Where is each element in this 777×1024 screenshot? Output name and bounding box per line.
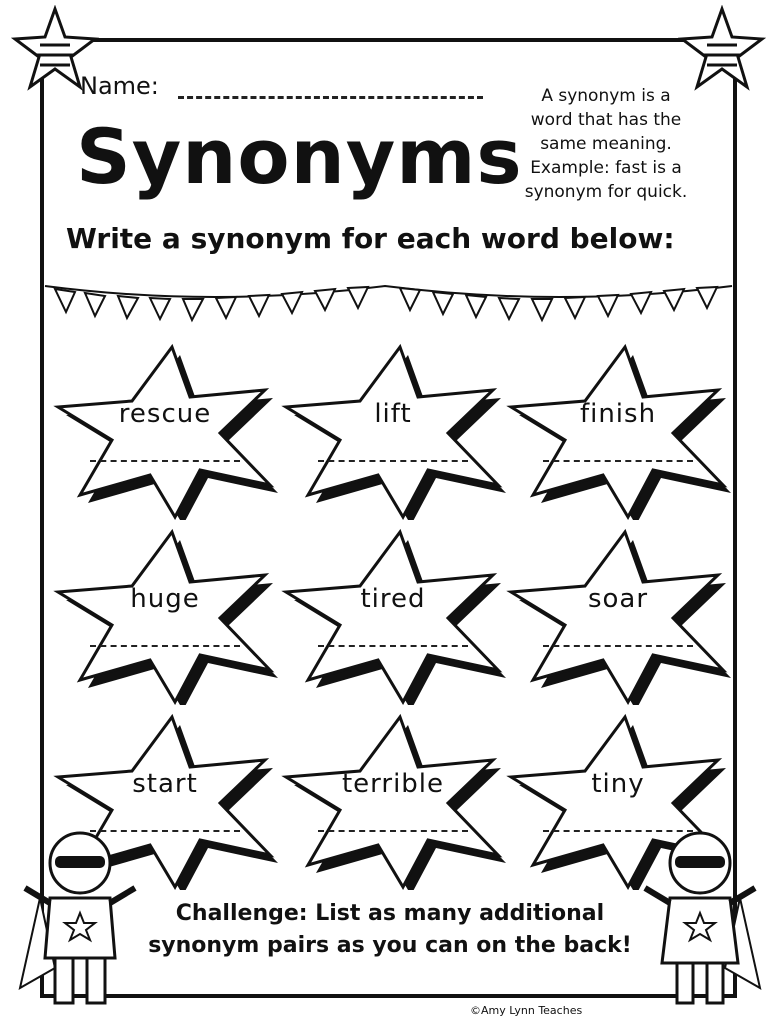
- vocab-word: finish: [579, 399, 657, 429]
- word-star: [503, 335, 733, 520]
- answer-line[interactable]: [90, 645, 240, 647]
- answer-line[interactable]: [318, 460, 468, 462]
- superhero-kid-icon: [10, 818, 150, 1018]
- definition-text: A synonym is a word that has the same meaning. Example: fast is a synonym for quick.: [524, 86, 688, 202]
- name-answer-line[interactable]: [178, 96, 483, 99]
- copyright-credit: ©Amy Lynn Teaches: [470, 1004, 583, 1017]
- vocab-word: rescue: [118, 399, 212, 429]
- vocab-word: start: [132, 769, 198, 799]
- word-star: [50, 335, 280, 520]
- vocab-word: tired: [360, 584, 426, 614]
- vocab-word: terrible: [341, 769, 445, 799]
- vocab-word: lift: [374, 399, 412, 429]
- answer-line[interactable]: [90, 460, 240, 462]
- vocab-word: tiny: [591, 769, 645, 799]
- word-star: [503, 520, 733, 705]
- word-star: [278, 520, 508, 705]
- striped-star-icon: [677, 5, 767, 95]
- name-label: Name:: [80, 72, 159, 100]
- answer-line[interactable]: [543, 460, 693, 462]
- pennant-bunting-icon: [40, 268, 737, 332]
- answer-line[interactable]: [318, 830, 468, 832]
- vocab-word: huge: [130, 584, 200, 614]
- challenge-text: Challenge: List as many additional synonym pairs as you can on the back!: [148, 901, 632, 958]
- vocab-word: soar: [587, 584, 649, 614]
- answer-line[interactable]: [543, 645, 693, 647]
- page-title: Synonyms: [76, 112, 523, 201]
- answer-line[interactable]: [318, 645, 468, 647]
- instruction-heading: Write a synonym for each word below:: [66, 222, 675, 255]
- superhero-kid-icon: [630, 818, 770, 1018]
- word-star: [278, 335, 508, 520]
- word-star: [278, 705, 508, 890]
- word-star: [50, 520, 280, 705]
